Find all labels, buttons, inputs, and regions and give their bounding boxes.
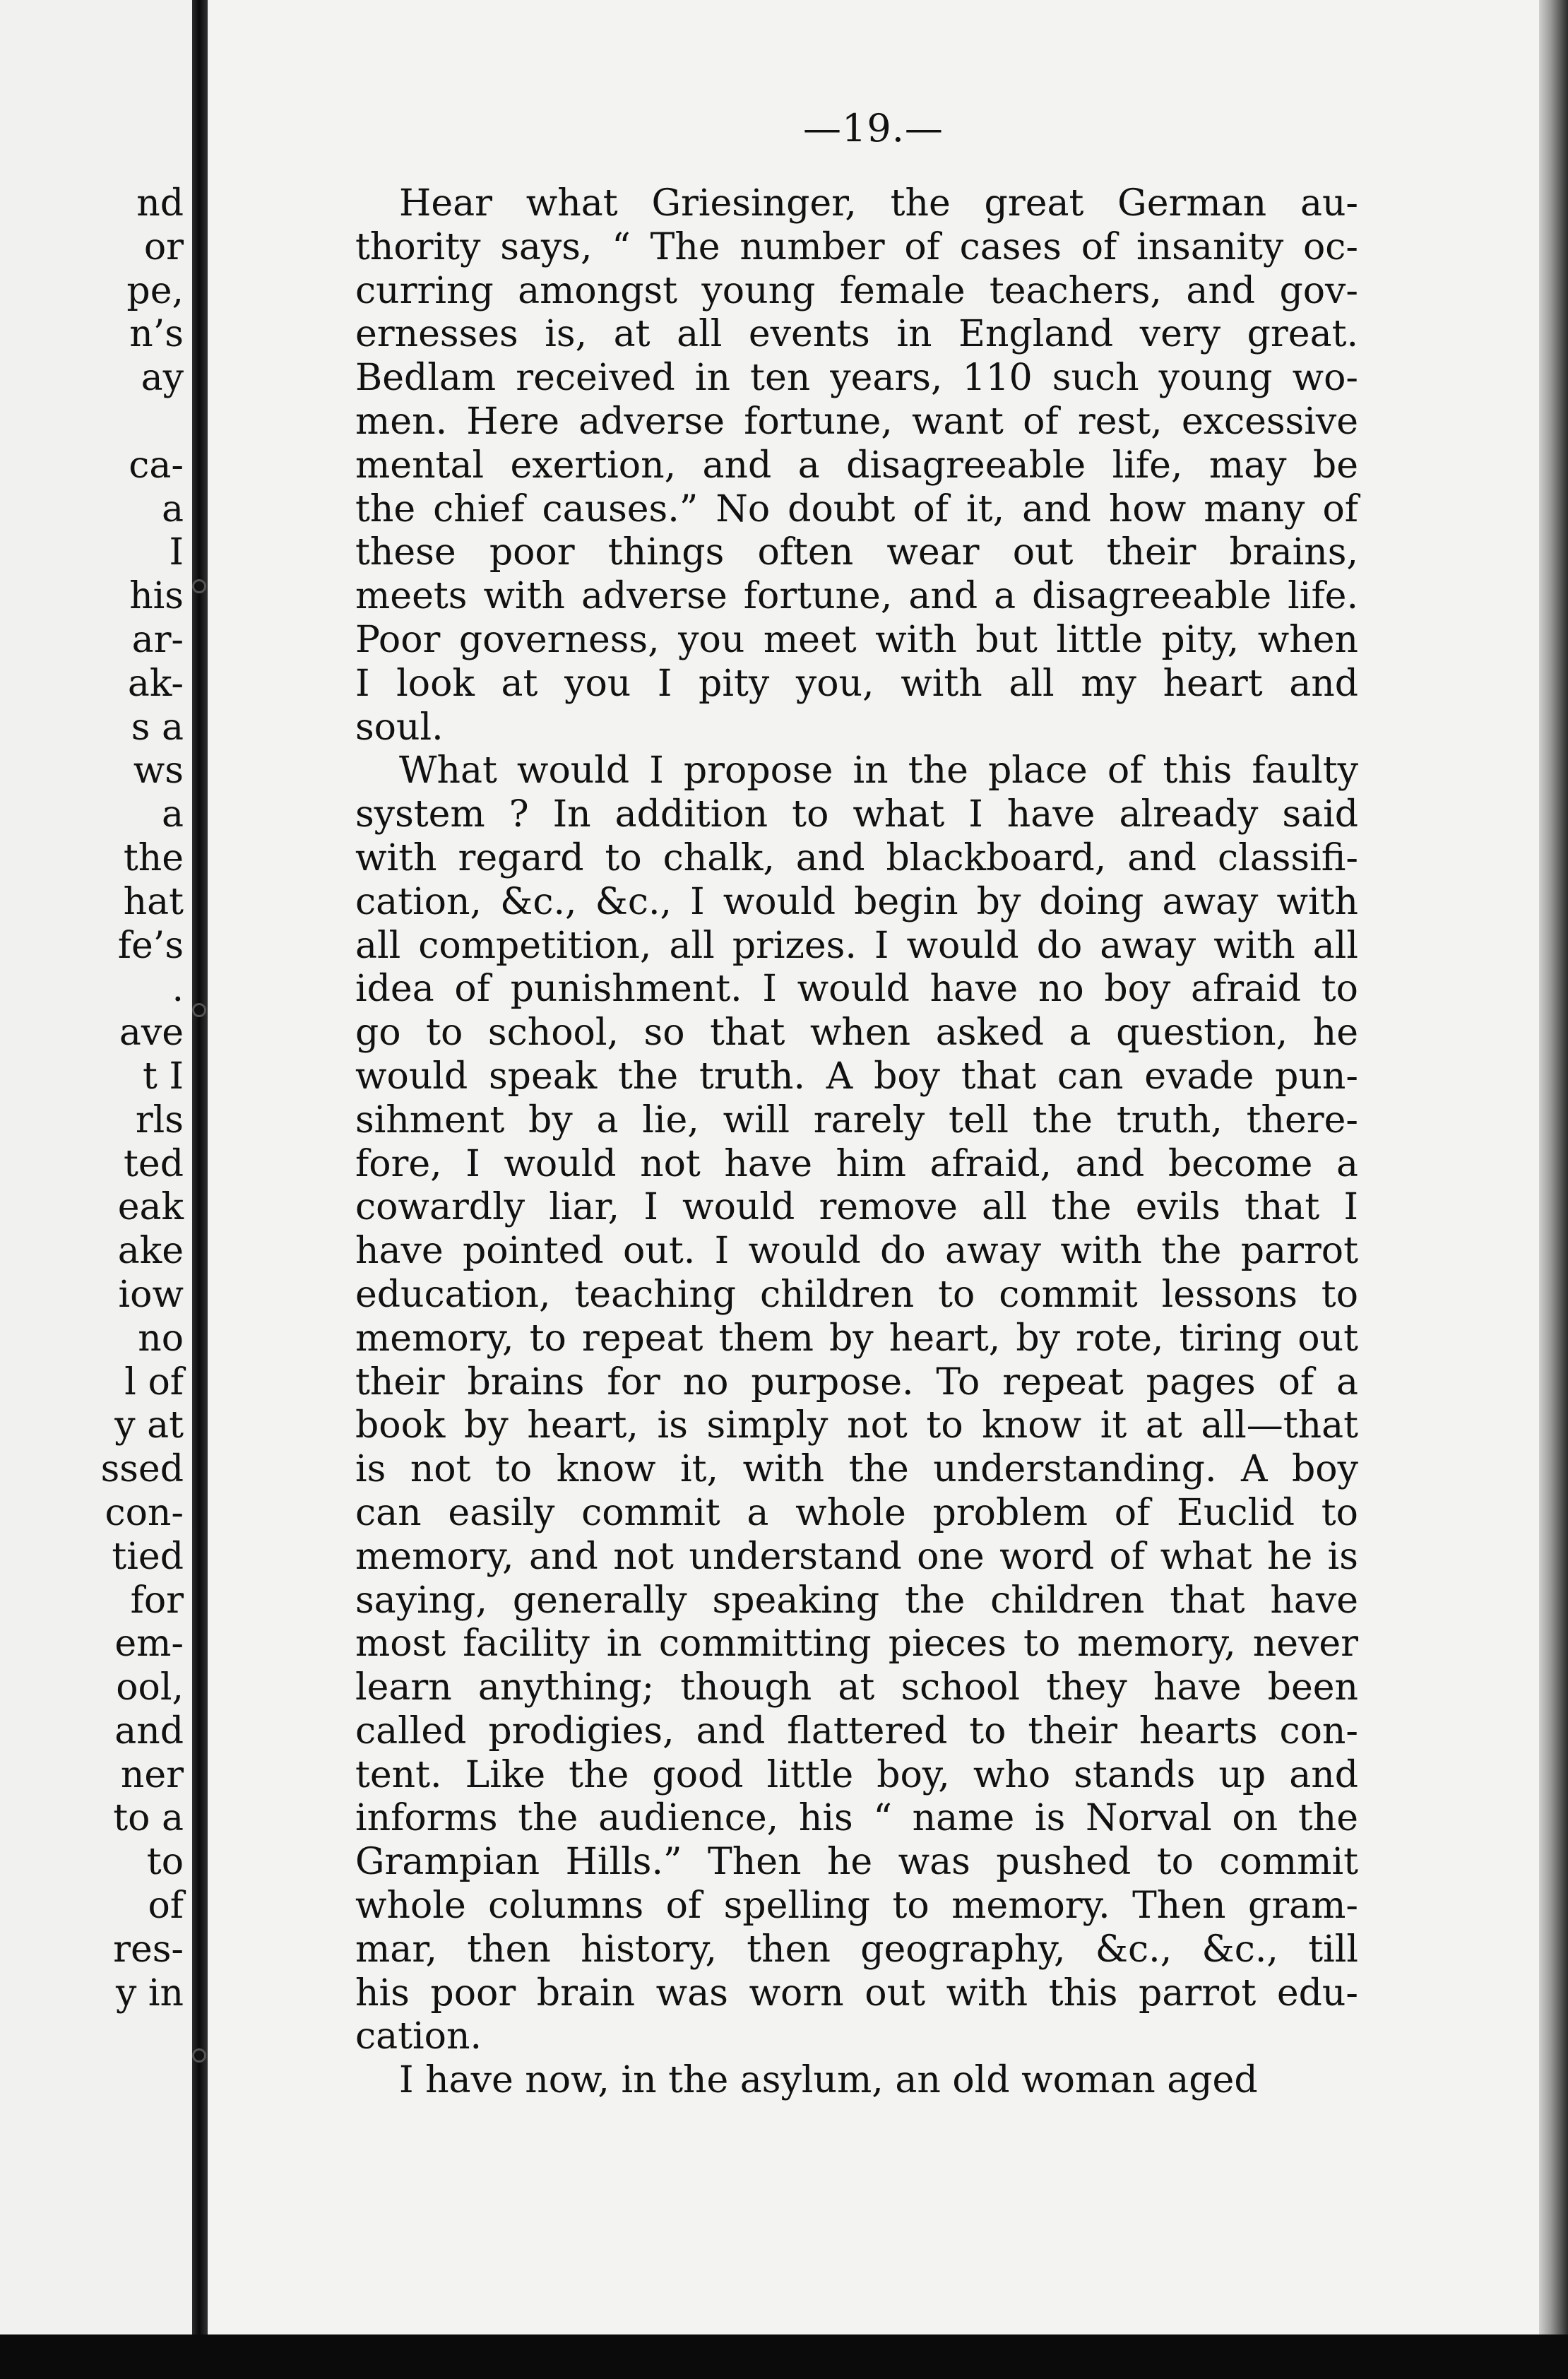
left-page-fragment: no (138, 1317, 184, 1360)
text-line: education, teaching children to commit lessons to (355, 1273, 1358, 1316)
book-gutter (192, 0, 208, 2379)
text-line: his poor brain was worn out with this parrot edu- (355, 1971, 1358, 2015)
left-page-fragment: res- (113, 1928, 184, 1971)
text-line: fore, I would not have him afraid, and become a (355, 1142, 1358, 1185)
text-line: memory, and not understand one word of what he is (355, 1535, 1358, 1578)
left-page-fragment: . (172, 968, 184, 1011)
text-line: soul. (355, 706, 444, 749)
text-line: cowardly liar, I would remove all the evils that I (355, 1186, 1358, 1229)
left-page-fragment: pe, (126, 269, 184, 312)
text-line: most facility in committing pieces to memory, never (355, 1622, 1358, 1666)
left-page-fragment: ak- (127, 662, 184, 705)
left-page-fragment: ool, (116, 1666, 184, 1709)
text-line: I have now, in the asylum, an old woman aged (399, 2059, 1258, 2102)
left-page-fragment: ca- (129, 444, 184, 487)
left-page-fragment: rls (135, 1098, 184, 1141)
left-page-fragment: the (123, 836, 184, 879)
left-page-fragment: ave (119, 1011, 184, 1055)
text-line: the chief causes.” No doubt of it, and how many of (355, 487, 1358, 530)
left-page-fragment: s a (131, 706, 184, 749)
text-line: memory, to repeat them by heart, by rote, tiring out (355, 1317, 1358, 1360)
text-line: men. Here adverse fortune, want of rest, excessive (355, 400, 1358, 443)
text-line: Poor governess, you meet with but little pity, when (355, 618, 1358, 661)
text-line: idea of punishment. I would have no boy afraid to (355, 968, 1358, 1011)
left-page-fragment: ake (117, 1230, 184, 1273)
binding-stitch (192, 2048, 206, 2063)
text-line: have pointed out. I would do away with the parrot (355, 1230, 1358, 1273)
text-line: cation, &c., &c., I would begin by doing away with (355, 880, 1358, 923)
binding-stitch (192, 1003, 206, 1017)
page-edge-shadow (1539, 0, 1568, 2379)
text-line: Grampian Hills.” Then he was pushed to commit (355, 1841, 1358, 1884)
left-page-fragment: n’s (129, 313, 184, 356)
text-line: thority says, “ The number of cases of insanity oc- (355, 225, 1358, 268)
left-page-fragment: tied (112, 1535, 184, 1578)
left-page-fragment: a (161, 487, 184, 530)
left-page-fragment: hat (123, 880, 184, 923)
text-line: system ? In addition to what I have already said (355, 793, 1358, 836)
left-page-fragment: l of (124, 1360, 184, 1404)
text-line: go to school, so that when asked a question, he (355, 1011, 1358, 1055)
left-page-fragment: t I (143, 1055, 184, 1098)
text-line: book by heart, is simply not to know it at all—that (355, 1404, 1358, 1447)
text-line: can easily commit a whole problem of Euclid to (355, 1491, 1358, 1534)
left-page-fragment: y in (115, 1971, 184, 2015)
left-page-fragment: I (169, 531, 184, 574)
body-text (355, 182, 1358, 2103)
left-page-edge (0, 0, 192, 2379)
text-line: is not to know it, with the understanding. A boy (355, 1448, 1358, 1491)
left-page-fragment (101, 401, 184, 444)
scan-bottom-border (0, 2334, 1568, 2379)
left-page-fragment: con- (105, 1491, 184, 1534)
left-page-fragment: to a (113, 1797, 184, 1840)
text-line: Hear what Griesinger, the great German au- (399, 182, 1358, 225)
left-page-fragment: or (143, 225, 184, 268)
paragraph (355, 749, 1358, 2059)
left-page-fragment: ner (120, 1753, 184, 1796)
text-line: these poor things often wear out their brains, (355, 531, 1358, 574)
text-line: would speak the truth. A boy that can evade pun- (355, 1055, 1358, 1098)
left-page-fragment: iow (118, 1273, 184, 1316)
text-line: their brains for no purpose. To repeat pages of a (355, 1360, 1358, 1404)
text-line: cation. (355, 2015, 482, 2058)
text-line: with regard to chalk, and blackboard, and classifi- (355, 836, 1358, 879)
left-page-fragment: ay (141, 357, 184, 400)
left-page-text-fragments (101, 182, 184, 2015)
left-page-fragment: ted (124, 1142, 184, 1185)
left-page-fragment: ssed (100, 1448, 184, 1491)
binding-stitch (192, 579, 206, 593)
text-line: sihment by a lie, will rarely tell the truth, there- (355, 1098, 1358, 1141)
left-page-fragment: em- (114, 1622, 184, 1666)
left-page-fragment: eak (117, 1186, 184, 1229)
left-page-fragment: fe’s (117, 924, 184, 967)
text-line: tent. Like the good little boy, who stands up and (355, 1753, 1358, 1796)
left-page-fragment: a (161, 793, 184, 836)
page-number: —19.— (803, 106, 944, 150)
text-line: I look at you I pity you, with all my heart and (355, 662, 1358, 705)
text-line: saying, generally speaking the children that have (355, 1579, 1358, 1622)
left-page-fragment: ws (133, 749, 184, 793)
text-line: all competition, all prizes. I would do away with all (355, 924, 1358, 967)
paragraph (355, 2059, 1358, 2103)
text-line: called prodigies, and flattered to their hearts con- (355, 1709, 1358, 1752)
left-page-fragment: for (130, 1579, 184, 1622)
left-page-fragment: y at (114, 1404, 184, 1447)
text-line: informs the audience, his “ name is Norval on the (355, 1797, 1358, 1840)
left-page-fragment: and (114, 1709, 184, 1752)
text-line: learn anything; though at school they have been (355, 1666, 1358, 1709)
text-line: ernesses is, at all events in England very great. (355, 313, 1358, 356)
left-page-fragment: of (148, 1885, 184, 1928)
paragraph (355, 182, 1358, 749)
text-line: mental exertion, and a disagreeable life, may be (355, 444, 1358, 487)
left-page-fragment: ar- (131, 618, 184, 661)
text-line: curring amongst young female teachers, and gov- (355, 269, 1358, 312)
left-page-fragment: his (129, 575, 184, 618)
text-line: mar, then history, then geography, &c., &c., till (355, 1928, 1358, 1971)
text-line: What would I propose in the place of this faulty (399, 749, 1358, 793)
text-line: whole columns of spelling to memory. Then gram- (355, 1885, 1358, 1928)
text-line: Bedlam received in ten years, 110 such young wo- (355, 357, 1358, 400)
left-page-fragment: to (146, 1841, 184, 1884)
left-page-fragment: nd (136, 182, 184, 225)
text-line: meets with adverse fortune, and a disagreeable life. (355, 575, 1358, 618)
